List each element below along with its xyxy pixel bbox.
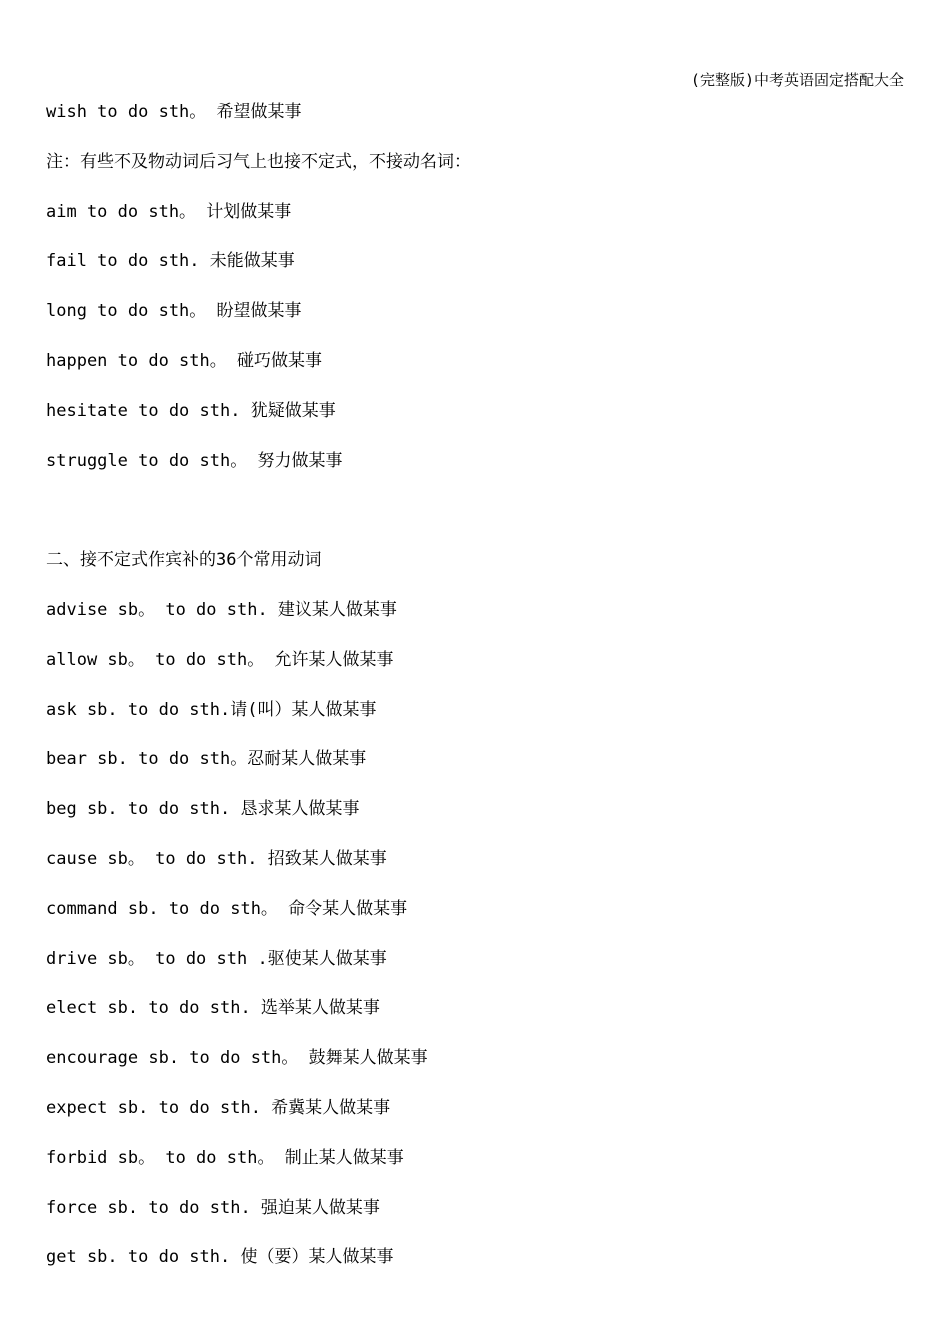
text-line: allow sb。 to do sth。 允许某人做某事 bbox=[46, 649, 394, 670]
text-line: beg sb. to do sth. 恳求某人做某事 bbox=[46, 799, 360, 820]
text-line: forbid sb。 to do sth。 制止某人做某事 bbox=[46, 1147, 404, 1168]
document-body bbox=[46, 99, 906, 1294]
text-line: wish to do sth。 希望做某事 bbox=[46, 102, 302, 122]
text-line: cause sb。 to do sth. 招致某人做某事 bbox=[46, 848, 387, 869]
text-line: elect sb. to do sth. 选举某人做某事 bbox=[46, 998, 380, 1019]
note-line: 注：有些不及物动词后习气上也接不定式，不接动名词： bbox=[46, 151, 471, 172]
text-line: happen to do sth。 碰巧做某事 bbox=[46, 350, 322, 371]
text-line: aim to do sth。 计划做某事 bbox=[46, 201, 292, 222]
text-line: struggle to do sth。 努力做某事 bbox=[46, 450, 343, 471]
text-line: expect sb. to do sth. 希冀某人做某事 bbox=[46, 1097, 391, 1118]
text-line: fail to do sth. 未能做某事 bbox=[46, 251, 295, 272]
text-line: hesitate to do sth. 犹疑做某事 bbox=[46, 400, 336, 421]
text-line: command sb. to do sth。 命令某人做某事 bbox=[46, 898, 408, 919]
text-line: advise sb。 to do sth. 建议某人做某事 bbox=[46, 599, 397, 620]
text-line: encourage sb. to do sth。 鼓舞某人做某事 bbox=[46, 1048, 428, 1069]
blank-line bbox=[46, 497, 906, 547]
text-line: long to do sth。 盼望做某事 bbox=[46, 301, 302, 322]
text-line: get sb. to do sth. 使（要）某人做某事 bbox=[46, 1247, 394, 1268]
text-line: bear sb. to do sth。忍耐某人做某事 bbox=[46, 749, 367, 770]
text-line: drive sb。 to do sth .驱使某人做某事 bbox=[46, 948, 387, 969]
text-line: force sb. to do sth. 强迫某人做某事 bbox=[46, 1197, 380, 1218]
text-line: ask sb. to do sth.请(叫）某人做某事 bbox=[46, 699, 377, 720]
page-header-title: (完整版)中考英语固定搭配大全 bbox=[690, 71, 904, 89]
section-heading: 二、接不定式作宾补的36个常用动词 bbox=[46, 550, 322, 571]
